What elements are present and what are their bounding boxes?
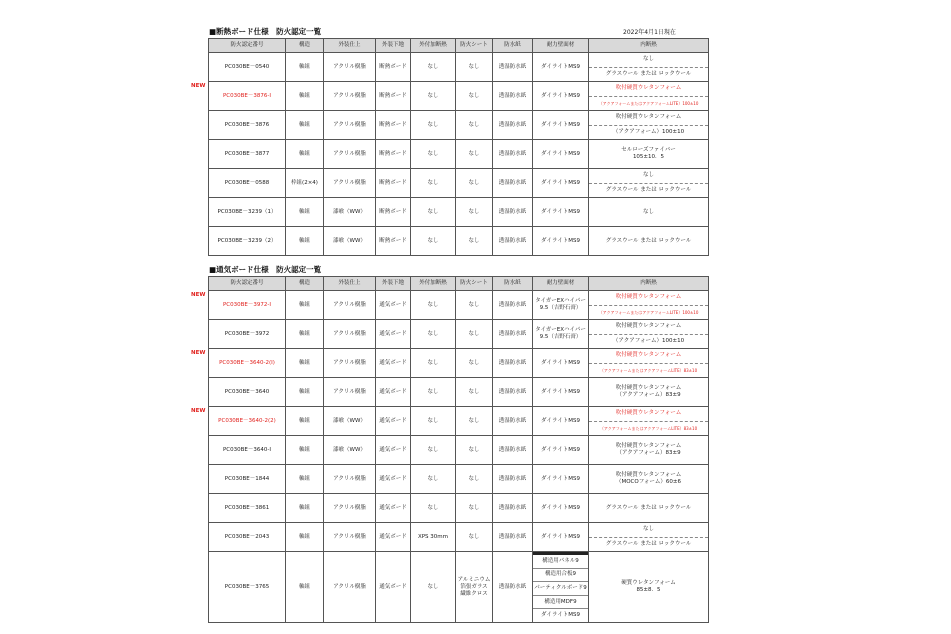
new-badge: NEW (191, 350, 206, 356)
column-header: 外付加断熱 (411, 277, 456, 291)
cell-base: 通気ボード (376, 523, 411, 552)
cell-no: PC030BE－0540 (209, 53, 286, 82)
cell-finish: アクリル樹脂 (324, 465, 376, 494)
cell-base: 断熱ボード (376, 53, 411, 82)
cell-paper: 透湿防水紙 (493, 111, 533, 140)
inner-list (589, 465, 708, 493)
cell-no: PC030BE－3972-Ⅰ (209, 291, 286, 320)
table-row (209, 169, 709, 198)
cell-wall: ダイライトMS9 (533, 82, 589, 111)
cell-no: PC030BE－3239（2） (209, 227, 286, 256)
cell-paper: 透湿防水紙 (493, 494, 533, 523)
table-row (209, 436, 709, 465)
wall-list (533, 552, 588, 622)
column-header: 防火シート (456, 277, 493, 291)
cell-struct: 軸組 (286, 320, 324, 349)
table-row (209, 53, 709, 82)
inner-list (589, 494, 708, 522)
cell-sheet: なし (456, 378, 493, 407)
cell-paper: 透湿防水紙 (493, 465, 533, 494)
cell-struct: 軸組 (286, 291, 324, 320)
cell-wall: ダイライトMS9 (533, 349, 589, 378)
cell-inner-insulation (589, 291, 709, 320)
cell-paper: 透湿防水紙 (493, 82, 533, 111)
inner-item: なし (642, 56, 654, 63)
cell-ext: なし (411, 140, 456, 169)
column-header: 耐力壁面材 (533, 277, 589, 291)
cell-struct: 軸組 (286, 111, 324, 140)
cell-inner-insulation (589, 494, 709, 523)
new-badge: NEW (191, 83, 206, 89)
inner-list (589, 436, 708, 464)
table-row (209, 378, 709, 407)
header-row (209, 39, 709, 53)
cell-struct: 軸組 (286, 140, 324, 169)
cell-base: 断熱ボード (376, 111, 411, 140)
cell-finish: アクリル樹脂 (324, 320, 376, 349)
cell-ext: なし (411, 53, 456, 82)
cell-base: 通気ボード (376, 320, 411, 349)
cell-wall: ダイライトMS9 (533, 53, 589, 82)
cell-sheet: なし (456, 465, 493, 494)
cell-base: 通気ボード (376, 494, 411, 523)
cell-ext: なし (411, 552, 456, 623)
inner-list (589, 82, 708, 110)
cell-base: 断熱ボード (376, 82, 411, 111)
cell-base: 通気ボード (376, 465, 411, 494)
cell-base: 断熱ボード (376, 227, 411, 256)
cell-struct: 軸組 (286, 53, 324, 82)
inner-item: （アクアフォーム）100±10 (589, 334, 708, 349)
cell-wall: タイガーEXハイパー 9.5（吉野石膏） (533, 320, 589, 349)
cell-inner-insulation (589, 198, 709, 227)
insulation-board-table (208, 38, 709, 256)
header-row (209, 277, 709, 291)
cell-finish: アクリル樹脂 (324, 291, 376, 320)
inner-item: 吹付硬質ウレタンフォーム (615, 323, 682, 330)
cell-paper: 透湿防水紙 (493, 407, 533, 436)
cell-ext: なし (411, 291, 456, 320)
inner-item: 吹付硬質ウレタンフォーム (615, 294, 682, 301)
inner-list (589, 320, 708, 348)
cell-sheet: なし (456, 227, 493, 256)
cell-finish: 漆喰（WW） (324, 436, 376, 465)
column-header: 外付加断熱 (411, 39, 456, 53)
inner-list (589, 407, 708, 435)
inner-item: 吹付硬質ウレタンフォーム （アクアフォーム）83±9 (615, 443, 682, 456)
cell-ext: なし (411, 198, 456, 227)
inner-item: グラスウール または ロックウール (605, 237, 692, 244)
cell-sheet: なし (456, 291, 493, 320)
cell-base: 通気ボード (376, 291, 411, 320)
cell-inner-insulation (589, 53, 709, 82)
cell-inner-insulation (589, 140, 709, 169)
inner-item: （アクアフォームまたはアクアフォームLITE）100±10 (589, 96, 708, 111)
cell-finish: アクリル樹脂 (324, 169, 376, 198)
column-header: 外装仕上 (324, 277, 376, 291)
cell-wall (533, 552, 589, 623)
cell-paper: 透湿防水紙 (493, 169, 533, 198)
cell-finish: アクリル樹脂 (324, 349, 376, 378)
cell-sheet: なし (456, 320, 493, 349)
cell-inner-insulation (589, 169, 709, 198)
column-header: 構造 (286, 39, 324, 53)
column-header: 防水紙 (493, 39, 533, 53)
cell-struct: 軸組 (286, 494, 324, 523)
cell-base: 通気ボード (376, 552, 411, 623)
cell-no: PC030BE－3640-2(2) (209, 407, 286, 436)
cell-ext: なし (411, 465, 456, 494)
inner-list (589, 349, 708, 377)
table-row (209, 140, 709, 169)
table-row (209, 198, 709, 227)
cell-wall: ダイライトMS9 (533, 198, 589, 227)
cell-struct: 軸組 (286, 552, 324, 623)
cell-inner-insulation (589, 465, 709, 494)
inner-list (589, 227, 708, 255)
cell-paper: 透湿防水紙 (493, 552, 533, 623)
cell-base: 断熱ボード (376, 140, 411, 169)
cell-finish: アクリル樹脂 (324, 111, 376, 140)
cell-ext: なし (411, 111, 456, 140)
inner-list (589, 378, 708, 406)
inner-list (589, 291, 708, 319)
wall-item: 構造用MDF9 (533, 595, 588, 609)
cell-inner-insulation (589, 111, 709, 140)
cell-no: PC030BE－1844 (209, 465, 286, 494)
cell-ext: なし (411, 378, 456, 407)
cell-base: 断熱ボード (376, 198, 411, 227)
new-badge: NEW (191, 292, 206, 298)
table-row (209, 227, 709, 256)
cell-struct: 軸組 (286, 407, 324, 436)
cell-inner-insulation (589, 320, 709, 349)
cell-inner-insulation (589, 349, 709, 378)
cell-no: PC030BE－3765 (209, 552, 286, 623)
table-row (209, 82, 709, 111)
column-header: 防火認定番号 (209, 277, 286, 291)
inner-item: （アクアフォームまたはアクアフォームLITE）83±10 (589, 421, 708, 436)
inner-item: （アクアフォームまたはアクアフォームLITE）100±10 (589, 305, 708, 320)
inner-list (589, 523, 708, 551)
table-row (209, 291, 709, 320)
section-title-ventilation: ■通気ボード仕様 防火認定一覧 (209, 265, 322, 274)
cell-no: PC030BE－3972 (209, 320, 286, 349)
inner-item: 吹付硬質ウレタンフォーム (615, 410, 682, 417)
inner-list (589, 140, 708, 168)
column-header: 外装下地 (376, 277, 411, 291)
cell-no: PC030BE－3877 (209, 140, 286, 169)
cell-paper: 透湿防水紙 (493, 523, 533, 552)
inner-item: （アクアフォームまたはアクアフォームLITE）83±10 (589, 363, 708, 378)
wall-item: ダイライトMS9 (533, 608, 588, 622)
cell-struct: 軸組 (286, 349, 324, 378)
page-date: 2022年4月1日現在 (623, 29, 676, 36)
cell-ext: なし (411, 169, 456, 198)
cell-struct: 軸組 (286, 436, 324, 465)
inner-list (589, 53, 708, 81)
cell-inner-insulation (589, 378, 709, 407)
inner-item: （アクアフォーム）100±10 (589, 125, 708, 140)
cell-paper: 透湿防水紙 (493, 349, 533, 378)
cell-finish: アクリル樹脂 (324, 552, 376, 623)
cell-paper: 透湿防水紙 (493, 53, 533, 82)
cell-sheet: なし (456, 436, 493, 465)
column-header: 内断熱 (589, 39, 709, 53)
cell-wall: ダイライトMS9 (533, 378, 589, 407)
inner-item: なし (642, 526, 654, 533)
wall-item: 構造用パネル9 (533, 552, 588, 568)
cell-inner-insulation (589, 523, 709, 552)
inner-item: グラスウール または ロックウール (605, 504, 692, 511)
cell-ext: XPS 30mm (411, 523, 456, 552)
inner-item: 吹付硬質ウレタンフォーム (615, 114, 682, 121)
cell-paper: 透湿防水紙 (493, 227, 533, 256)
cell-inner-insulation (589, 436, 709, 465)
inner-list (589, 198, 708, 226)
cell-ext: なし (411, 494, 456, 523)
column-header: 防火認定番号 (209, 39, 286, 53)
inner-item: 吹付硬質ウレタンフォーム （MOCOフォーム）60±6 (615, 472, 682, 485)
cell-base: 断熱ボード (376, 169, 411, 198)
inner-item: セルローズファイバー 105±10．5 (621, 147, 676, 160)
cell-ext: なし (411, 407, 456, 436)
inner-item: なし (642, 208, 654, 215)
inner-list (589, 111, 708, 139)
cell-no: PC030BE－3876 (209, 111, 286, 140)
cell-wall: ダイライトMS9 (533, 523, 589, 552)
cell-ext: なし (411, 436, 456, 465)
column-header: 外装仕上 (324, 39, 376, 53)
cell-no: PC030BE－3640-Ⅰ (209, 436, 286, 465)
table-row (209, 552, 709, 623)
cell-wall: ダイライトMS9 (533, 227, 589, 256)
cell-sheet: なし (456, 169, 493, 198)
cell-no: PC030BE－3640 (209, 378, 286, 407)
cell-struct: 軸組 (286, 198, 324, 227)
cell-sheet: アルミニウム 箔張ガラス 繊維クロス (456, 552, 493, 623)
cell-wall: ダイライトMS9 (533, 465, 589, 494)
cell-base: 通気ボード (376, 436, 411, 465)
inner-list (589, 169, 708, 197)
cell-ext: なし (411, 82, 456, 111)
column-header: 防水紙 (493, 277, 533, 291)
inner-item: 硬質ウレタンフォーム 85±8．5 (621, 580, 676, 593)
cell-struct: 軸組 (286, 465, 324, 494)
cell-struct: 枠組(2×4) (286, 169, 324, 198)
cell-base: 通気ボード (376, 349, 411, 378)
cell-ext: なし (411, 349, 456, 378)
inner-list (589, 552, 708, 622)
cell-struct: 軸組 (286, 82, 324, 111)
column-header: 構造 (286, 277, 324, 291)
inner-item: 吹付硬質ウレタンフォーム (615, 352, 682, 359)
cell-base: 通気ボード (376, 407, 411, 436)
cell-paper: 透湿防水紙 (493, 320, 533, 349)
column-header: 内断熱 (589, 277, 709, 291)
cell-wall: タイガーEXハイパー 9.5（吉野石膏） (533, 291, 589, 320)
new-badge: NEW (191, 408, 206, 414)
cell-finish: アクリル樹脂 (324, 53, 376, 82)
cell-sheet: なし (456, 523, 493, 552)
cell-finish: 漆喰（WW） (324, 407, 376, 436)
column-header: 防火シート (456, 39, 493, 53)
cell-sheet: なし (456, 82, 493, 111)
cell-paper: 透湿防水紙 (493, 436, 533, 465)
cell-no: PC030BE－0588 (209, 169, 286, 198)
cell-finish: アクリル樹脂 (324, 494, 376, 523)
inner-item: グラスウール または ロックウール (589, 67, 708, 82)
cell-inner-insulation (589, 82, 709, 111)
cell-wall: ダイライトMS9 (533, 140, 589, 169)
cell-inner-insulation (589, 407, 709, 436)
cell-inner-insulation (589, 227, 709, 256)
table-row (209, 523, 709, 552)
cell-wall: ダイライトMS9 (533, 169, 589, 198)
cell-finish: アクリル樹脂 (324, 140, 376, 169)
cell-paper: 透湿防水紙 (493, 291, 533, 320)
cell-no: PC030BE－2043 (209, 523, 286, 552)
cell-wall: ダイライトMS9 (533, 111, 589, 140)
cell-ext: なし (411, 227, 456, 256)
inner-item: 吹付硬質ウレタンフォーム (615, 85, 682, 92)
table-row (209, 494, 709, 523)
cell-ext: なし (411, 320, 456, 349)
cell-wall: ダイライトMS9 (533, 407, 589, 436)
cell-sheet: なし (456, 407, 493, 436)
inner-item: 吹付硬質ウレタンフォーム （アクアフォーム）83±9 (615, 385, 682, 398)
cell-sheet: なし (456, 140, 493, 169)
cell-sheet: なし (456, 494, 493, 523)
cell-wall: ダイライトMS9 (533, 436, 589, 465)
cell-finish: 漆喰（WW） (324, 198, 376, 227)
cell-no: PC030BE－3861 (209, 494, 286, 523)
cell-paper: 透湿防水紙 (493, 140, 533, 169)
column-header: 外装下地 (376, 39, 411, 53)
cell-sheet: なし (456, 53, 493, 82)
wall-item: 構造用合板9 (533, 568, 588, 582)
table-row (209, 407, 709, 436)
inner-item: グラスウール または ロックウール (589, 537, 708, 552)
section-title-insulation: ■断熱ボード仕様 防火認定一覧 (209, 27, 322, 36)
cell-finish: アクリル樹脂 (324, 523, 376, 552)
wall-item: パーティクルボード9 (533, 581, 588, 595)
table-row (209, 465, 709, 494)
cell-no: PC030BE－3876-Ⅰ (209, 82, 286, 111)
table-row (209, 320, 709, 349)
cell-base: 通気ボード (376, 378, 411, 407)
cell-sheet: なし (456, 198, 493, 227)
inner-item: グラスウール または ロックウール (589, 183, 708, 198)
table-row (209, 349, 709, 378)
column-header: 耐力壁面材 (533, 39, 589, 53)
inner-item: なし (642, 172, 654, 179)
cell-paper: 透湿防水紙 (493, 198, 533, 227)
cell-paper: 透湿防水紙 (493, 378, 533, 407)
cell-wall: ダイライトMS9 (533, 494, 589, 523)
cell-inner-insulation (589, 552, 709, 623)
cell-sheet: なし (456, 349, 493, 378)
cell-struct: 軸組 (286, 523, 324, 552)
cell-finish: アクリル樹脂 (324, 378, 376, 407)
cell-struct: 軸組 (286, 378, 324, 407)
cell-struct: 軸組 (286, 227, 324, 256)
cell-sheet: なし (456, 111, 493, 140)
cell-finish: 漆喰（WW） (324, 227, 376, 256)
cell-no: PC030BE－3239（1） (209, 198, 286, 227)
cell-no: PC030BE－3640-2(Ⅰ) (209, 349, 286, 378)
ventilation-board-table (208, 276, 709, 623)
cell-finish: アクリル樹脂 (324, 82, 376, 111)
table-row (209, 111, 709, 140)
